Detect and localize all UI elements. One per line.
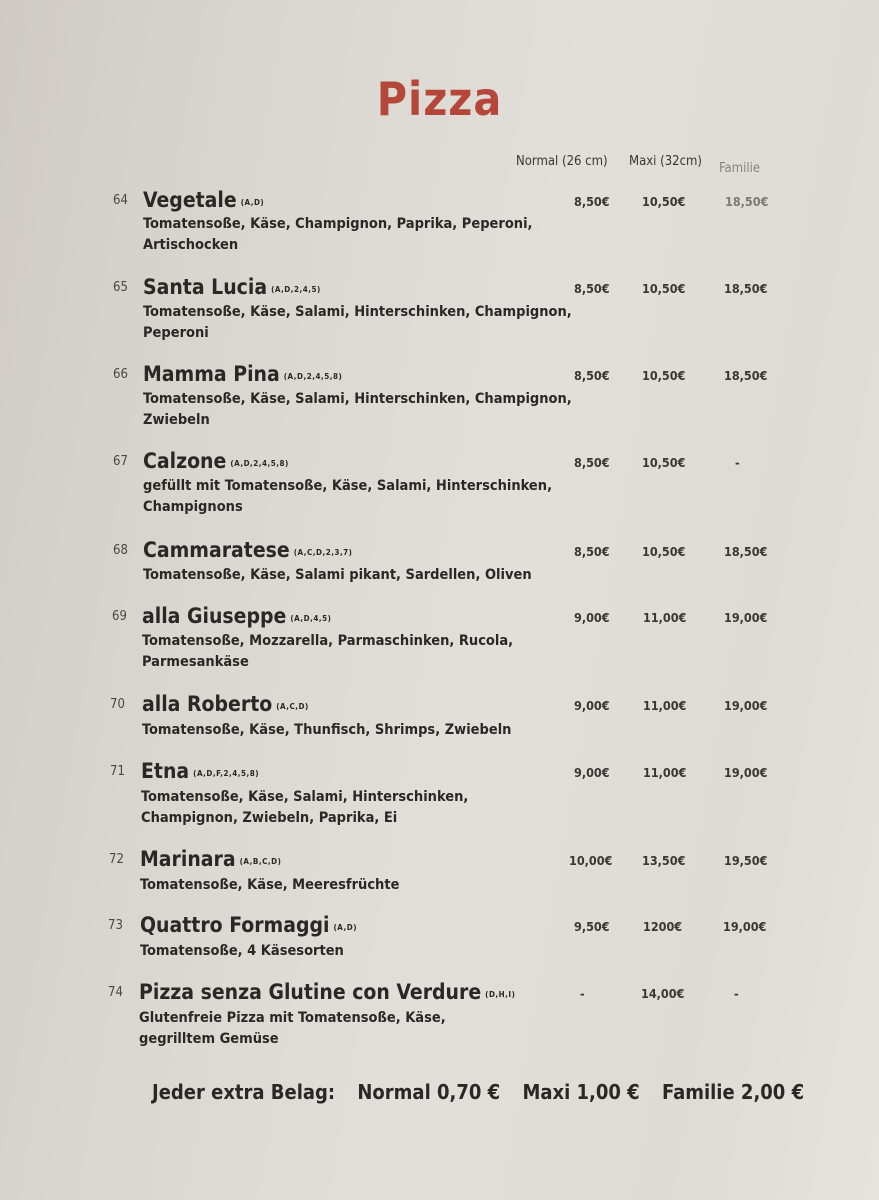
item-name bbox=[140, 847, 281, 871]
item-description-line2: Parmesankäse bbox=[142, 654, 249, 670]
page-title: Pizza bbox=[376, 72, 503, 126]
price-normal: 9,00€ bbox=[574, 765, 610, 780]
item-name bbox=[142, 604, 331, 628]
item-description-line1: Tomatensoße, Käse, Salami, Hinterschinken, bbox=[141, 789, 469, 805]
item-allergens: (A,D,4,5) bbox=[290, 614, 332, 623]
price-normal: 8,50€ bbox=[574, 281, 610, 296]
item-number: 74 bbox=[108, 985, 123, 1000]
price-familie: 18,50€ bbox=[724, 544, 768, 559]
price-familie: 18,50€ bbox=[725, 194, 769, 209]
price-familie: 19,00€ bbox=[724, 610, 768, 625]
price-maxi: 11,00€ bbox=[643, 610, 687, 625]
item-description-line1: Tomatensoße, Mozzarella, Parmaschinken, Rucola, bbox=[142, 633, 514, 649]
item-name-text: alla Roberto bbox=[142, 692, 273, 716]
item-allergens: (A,D,2,4,5,8) bbox=[230, 459, 289, 468]
price-maxi: 10,50€ bbox=[642, 455, 686, 470]
item-number: 65 bbox=[113, 280, 128, 295]
price-familie: 19,00€ bbox=[724, 698, 768, 713]
extra-topping-normal: Normal 0,70 € bbox=[357, 1080, 501, 1104]
item-allergens: (A,D,2,4,5) bbox=[271, 285, 321, 294]
item-number: 66 bbox=[113, 367, 128, 382]
price-normal: 8,50€ bbox=[574, 544, 610, 559]
price-normal: 9,50€ bbox=[574, 919, 610, 934]
item-name-text: Cammaratese bbox=[143, 538, 290, 562]
item-name bbox=[141, 759, 259, 783]
item-name-text: Etna bbox=[141, 759, 190, 783]
item-allergens: (A,B,C,D) bbox=[239, 857, 282, 866]
item-description-line1: Glutenfreie Pizza mit Tomatensoße, Käse, bbox=[139, 1010, 446, 1026]
item-name-text: Marinara bbox=[140, 847, 236, 871]
price-normal: 8,50€ bbox=[574, 455, 610, 470]
column-header-normal: Normal (26 cm) bbox=[516, 154, 608, 169]
item-number: 71 bbox=[110, 764, 125, 779]
item-description-line1: Tomatensoße, Käse, Champignon, Paprika, Peperoni, bbox=[143, 216, 533, 232]
item-description-line1: Tomatensoße, Käse, Meeresfrüchte bbox=[140, 877, 400, 893]
item-description-line2: Peperoni bbox=[143, 325, 209, 341]
item-description-line2: Artischocken bbox=[143, 237, 239, 253]
price-maxi: 1200€ bbox=[643, 919, 683, 934]
item-description-line2: Zwiebeln bbox=[143, 412, 210, 428]
price-maxi: 11,00€ bbox=[643, 698, 687, 713]
item-number: 68 bbox=[113, 543, 128, 558]
price-maxi: 10,50€ bbox=[642, 194, 686, 209]
item-description-line2: Champignon, Zwiebeln, Paprika, Ei bbox=[141, 810, 398, 826]
price-normal: 8,50€ bbox=[574, 368, 610, 383]
price-maxi: 13,50€ bbox=[642, 853, 686, 868]
item-name-text: Pizza senza Glutine con Verdure bbox=[139, 980, 482, 1004]
price-familie: 18,50€ bbox=[724, 281, 768, 296]
item-name-text: Calzone bbox=[143, 449, 227, 473]
item-allergens: (A,D) bbox=[333, 923, 358, 932]
item-number: 64 bbox=[113, 193, 128, 208]
price-normal: - bbox=[580, 986, 585, 1001]
item-allergens: (A,C,D) bbox=[276, 702, 309, 711]
item-number: 67 bbox=[113, 454, 128, 469]
price-normal: 9,00€ bbox=[574, 698, 610, 713]
item-description-line1: Tomatensoße, 4 Käsesorten bbox=[140, 943, 344, 959]
item-number: 72 bbox=[109, 852, 124, 867]
item-number: 69 bbox=[112, 609, 127, 624]
extra-topping-maxi: Maxi 1,00 € bbox=[522, 1080, 640, 1104]
price-familie: 18,50€ bbox=[724, 368, 768, 383]
item-name-text: Santa Lucia bbox=[143, 275, 268, 299]
item-allergens: (A,D) bbox=[240, 198, 265, 207]
item-allergens: (A,C,D,2,3,7) bbox=[293, 548, 353, 557]
extra-topping-note bbox=[152, 1080, 820, 1104]
item-name bbox=[143, 449, 289, 473]
item-description-line1: gefüllt mit Tomatensoße, Käse, Salami, Hinterschinken, bbox=[143, 478, 553, 494]
item-name bbox=[143, 188, 264, 212]
item-allergens: (A,D,F,2,4,5,8) bbox=[193, 769, 259, 778]
item-number: 73 bbox=[108, 918, 123, 933]
item-name bbox=[142, 692, 309, 716]
price-maxi: 14,00€ bbox=[641, 986, 685, 1001]
extra-topping-label: Jeder extra Belag: bbox=[152, 1080, 336, 1104]
column-header-familie: Familie bbox=[719, 161, 761, 176]
price-familie: - bbox=[734, 986, 739, 1001]
item-description-line2: Champignons bbox=[143, 499, 243, 515]
item-description-line1: Tomatensoße, Käse, Salami, Hinterschinken, Champignon, bbox=[143, 304, 572, 320]
column-header-maxi: Maxi (32cm) bbox=[629, 154, 702, 169]
price-maxi: 10,50€ bbox=[642, 281, 686, 296]
item-description-line1: Tomatensoße, Käse, Salami pikant, Sardellen, Oliven bbox=[143, 567, 532, 583]
item-name bbox=[143, 275, 321, 299]
item-number: 70 bbox=[110, 697, 125, 712]
item-description-line2: gegrilltem Gemüse bbox=[139, 1031, 279, 1047]
item-name-text: Vegetale bbox=[143, 188, 237, 212]
item-description-line1: Tomatensoße, Käse, Salami, Hinterschinken, Champignon, bbox=[143, 391, 572, 407]
price-normal: 9,00€ bbox=[574, 610, 610, 625]
item-name-text: Quattro Formaggi bbox=[140, 913, 330, 937]
item-name-text: Mamma Pina bbox=[143, 362, 280, 386]
price-familie: 19,50€ bbox=[724, 853, 768, 868]
item-name bbox=[143, 362, 342, 386]
price-maxi: 10,50€ bbox=[642, 368, 686, 383]
price-normal: 10,00€ bbox=[569, 853, 613, 868]
item-allergens: (A,D,2,4,5,8) bbox=[283, 372, 343, 381]
price-familie: 19,00€ bbox=[723, 919, 767, 934]
price-familie: 19,00€ bbox=[724, 765, 768, 780]
item-name-text: alla Giuseppe bbox=[142, 604, 287, 628]
item-name bbox=[140, 913, 357, 937]
price-maxi: 10,50€ bbox=[642, 544, 686, 559]
item-allergens: (D,H,I) bbox=[485, 990, 516, 999]
price-familie: - bbox=[735, 455, 740, 470]
extra-topping-familie: Familie 2,00 € bbox=[661, 1080, 805, 1104]
item-name bbox=[139, 980, 515, 1004]
item-description-line1: Tomatensoße, Käse, Thunfisch, Shrimps, Zwiebeln bbox=[142, 722, 512, 738]
item-name bbox=[143, 538, 352, 562]
price-maxi: 11,00€ bbox=[643, 765, 687, 780]
price-normal: 8,50€ bbox=[574, 194, 610, 209]
